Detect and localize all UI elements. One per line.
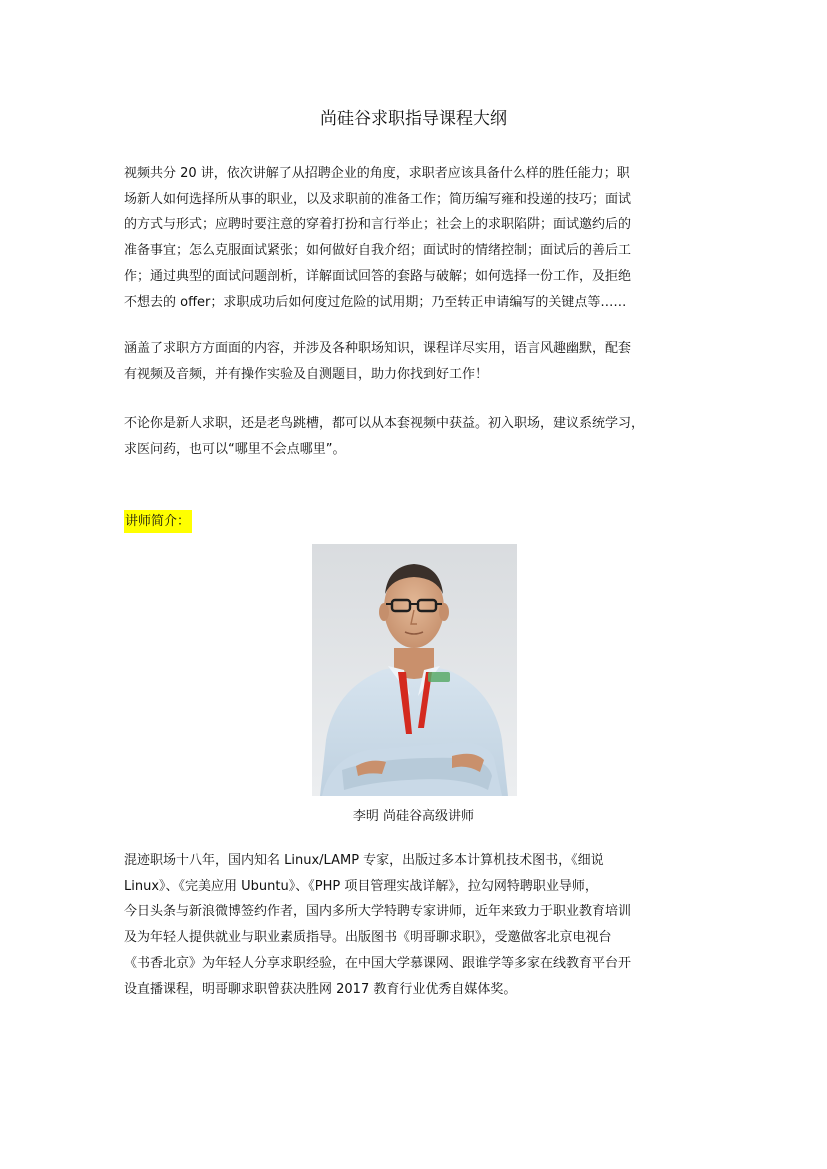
audience-line: 不论你是新人求职，还是老鸟跳槽，都可以从本套视频中获益。初入职场，建议系统学习， [124,416,645,431]
intro-line: 的方式与形式；应聘时要注意的穿着打扮和言行举止；社会上的求职陷阱；面试邀约后的 [124,217,632,233]
audience-line: 求医问药，也可以“哪里不会点哪里”。 [124,441,346,457]
intro-paragraph [124,161,724,315]
intro-line: 作；通过典型的面试问题剖析，详解面试回答的套路与破解；如何选择一份工作，及拒绝 [124,268,632,284]
bio-line: 今日头条与新浪微博签约作者，国内多所大学特聘专家讲师，近年来致力于职业教育培训 [124,904,632,920]
lecturer-photo [312,544,517,796]
document-title: 尚硅谷求职指导课程大纲 [320,109,507,129]
lecturer-portrait-illustration [312,544,517,796]
bio-line: 混迹职场十八年，国内知名 Linux/LAMP 专家，出版过多本计算机技术图书，《细说 [124,853,604,868]
audience-paragraph [124,411,724,462]
intro-line: 准备事宜；怎么克服面试紧张；如何做好自我介绍；面试时的情绪控制；面试后的善后工 [124,243,632,259]
bio-line: 及为年轻人提供就业与职业素质指导。出版图书《明哥聊求职》，受邀做客北京电视台 [124,930,612,946]
coverage-line: 涵盖了求职方方面面的内容，并涉及各种职场知识，课程详尽实用，语言风趣幽默，配套 [124,341,632,356]
lecturer-heading: 讲师简介： [124,510,192,533]
intro-line: 场新人如何选择所从事的职业，以及求职前的准备工作；简历编写雍和投递的技巧；面试 [124,191,632,207]
bio-line: 设直播课程，明哥聊求职曾获决胜网 2017 教育行业优秀自媒体奖。 [124,981,517,997]
bio-line: 《书香北京》为年轻人分享求职经验，在中国大学慕课网、跟谁学等多家在线教育平台开 [124,955,632,971]
bio-paragraph [124,848,724,1002]
bio-line: Linux》、《完美应用 Ubuntu》、《PHP 项目管理实战详解》，拉勾网特聘职业导师， [124,878,598,894]
coverage-line: 有视频及音频，并有操作实验及自测题目，助力你找到好工作！ [124,366,489,382]
intro-line: 不想去的 offer；求职成功后如何度过危险的试用期；乃至转正申请编写的关键点等…… [124,294,627,310]
coverage-paragraph [124,336,724,387]
photo-caption: 李明 尚硅谷高级讲师 [352,809,475,824]
intro-line: 视频共分 20 讲，依次讲解了从招聘企业的角度，求职者应该具备什么样的胜任能力；职 [124,166,630,181]
